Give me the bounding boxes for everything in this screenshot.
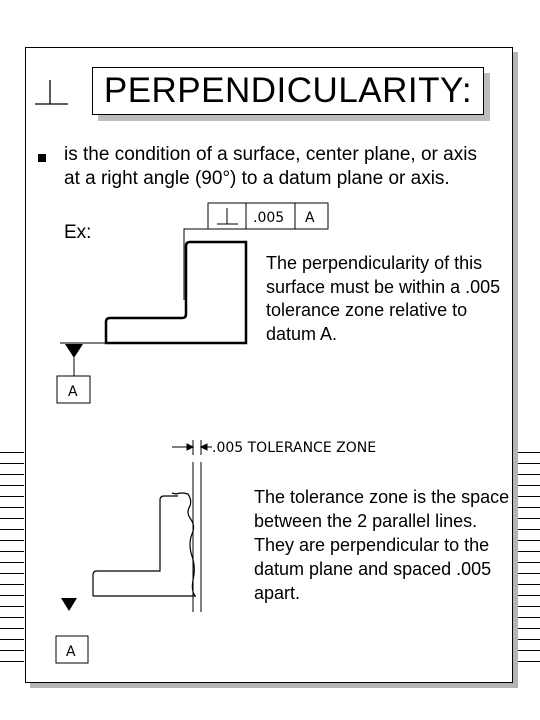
datum-feature-symbol-top [57,344,90,403]
datum-label-top: A [68,384,78,400]
part-profile-bottom [93,493,196,596]
explanation-text-1: The perpendicularity of this surface must be within a .005 tolerance zone relative to datum A. [266,253,501,344]
example-label: Ex: [64,222,92,243]
datum-label-bottom: A [66,644,76,660]
tolerance-zone-lines [193,462,201,612]
fcf-datum: A [305,210,315,226]
fcf-tolerance: .005 [253,210,285,226]
definition-text: is the condition of a surface, center plane, or axis at a right angle (90°) to a datum plane or axis. [64,144,477,189]
feature-control-frame [208,203,328,229]
tolerance-zone-dimension [172,440,212,455]
part-profile-top [106,242,246,343]
datum-feature-symbol-bottom [56,598,88,663]
page-title: PERPENDICULARITY: [92,67,484,115]
tolerance-zone-label: .005 TOLERANCE ZONE [212,440,377,456]
explanation-text-2: The tolerance zone is the space between the 2 parallel lines. They are perpendicular to the datum plane and spaced .005 apart. [254,487,510,603]
perpendicularity-symbol-icon [35,80,68,104]
